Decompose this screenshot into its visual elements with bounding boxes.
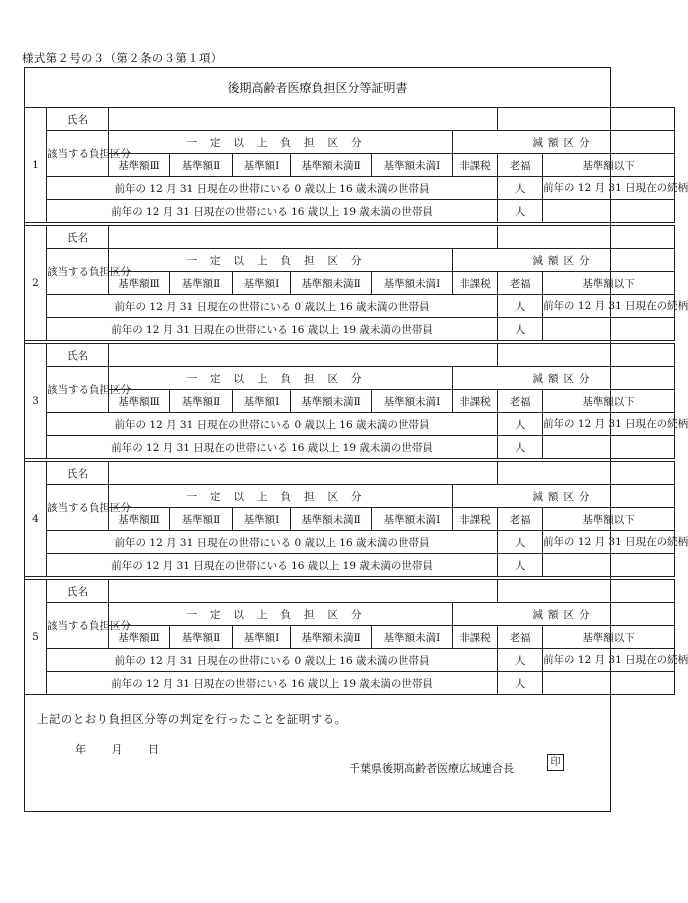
date-month: 月 (111, 743, 123, 756)
option-hikazei[interactable]: 非課税 (453, 272, 498, 295)
option-kijun-under-2[interactable]: 基準額未満Ⅱ (291, 626, 372, 649)
dependents-0-16-unit[interactable]: 人 (498, 649, 543, 672)
name-field[interactable] (109, 344, 498, 367)
dependents-0-16-unit[interactable]: 人 (498, 295, 543, 318)
option-kijun-3[interactable]: 基準額Ⅲ (109, 154, 170, 177)
dependents-16-19-unit[interactable]: 人 (498, 200, 543, 223)
option-kijun-1[interactable]: 基準額Ⅰ (233, 390, 291, 413)
option-kijun-under-2[interactable]: 基準額未満Ⅱ (291, 272, 372, 295)
option-kijun-2[interactable]: 基準額Ⅱ (170, 626, 233, 649)
general-category-header: 一定以上負担区分 (109, 131, 453, 154)
relationship-field[interactable] (543, 554, 675, 577)
date-year: 年 (75, 743, 86, 756)
relationship-label: 前年の 12 月 31 日現在の続柄 (543, 649, 675, 672)
option-roufuku[interactable]: 老福 (498, 626, 543, 649)
seal-mark: 印 (547, 754, 564, 771)
option-kijun-below[interactable]: 基準額以下 (543, 626, 675, 649)
category-label: 該当する負担区分 (47, 367, 109, 413)
option-kijun-3[interactable]: 基準額Ⅲ (109, 508, 170, 531)
option-kijun-under-1[interactable]: 基準額未満Ⅰ (372, 154, 453, 177)
page-title: 後期高齢者医療負担区分等証明書 (227, 81, 408, 95)
dependents-16-19-label: 前年の 12 月 31 日現在の世帯にいる 16 歳以上 19 歳未満の世帯員 (47, 436, 498, 459)
option-kijun-under-2[interactable]: 基準額未満Ⅱ (291, 154, 372, 177)
option-kijun-1[interactable]: 基準額Ⅰ (233, 626, 291, 649)
form-caption: 様式第２号の３（第２条の３第１項） (22, 51, 223, 65)
option-kijun-under-1[interactable]: 基準額未満Ⅰ (372, 508, 453, 531)
option-kijun-3[interactable]: 基準額Ⅲ (109, 390, 170, 413)
block-number: 1 (25, 108, 47, 223)
person-block-3 (24, 343, 688, 459)
dependents-0-16-label: 前年の 12 月 31 日現在の世帯にいる 0 歳以上 16 歳未満の世帯員 (47, 413, 498, 436)
general-category-header: 一定以上負担区分 (109, 485, 453, 508)
issuer-name: 千葉県後期高齢者医療広域連合長 (349, 762, 514, 775)
dependents-16-19-label: 前年の 12 月 31 日現在の世帯にいる 16 歳以上 19 歳未満の世帯員 (47, 200, 498, 223)
name-label: 氏名 (47, 226, 109, 249)
dependents-16-19-unit[interactable]: 人 (498, 318, 543, 341)
relationship-field[interactable] (543, 436, 675, 459)
name-field[interactable] (109, 108, 498, 131)
relationship-field[interactable] (543, 200, 675, 223)
option-hikazei[interactable]: 非課税 (453, 154, 498, 177)
name-field[interactable] (109, 580, 498, 603)
dependents-0-16-label: 前年の 12 月 31 日現在の世帯にいる 0 歳以上 16 歳未満の世帯員 (47, 177, 498, 200)
option-kijun-1[interactable]: 基準額Ⅰ (233, 272, 291, 295)
reduced-category-header: 減額区分 (453, 603, 675, 626)
reduced-category-header: 減額区分 (453, 367, 675, 390)
block-number: 3 (25, 344, 47, 459)
dependents-0-16-label: 前年の 12 月 31 日現在の世帯にいる 0 歳以上 16 歳未満の世帯員 (47, 649, 498, 672)
dependents-16-19-label: 前年の 12 月 31 日現在の世帯にいる 16 歳以上 19 歳未満の世帯員 (47, 554, 498, 577)
option-kijun-2[interactable]: 基準額Ⅱ (170, 390, 233, 413)
relationship-label: 前年の 12 月 31 日現在の続柄 (543, 177, 675, 200)
relationship-label: 前年の 12 月 31 日現在の続柄 (543, 413, 675, 436)
option-hikazei[interactable]: 非課税 (453, 626, 498, 649)
option-kijun-under-1[interactable]: 基準額未満Ⅰ (372, 272, 453, 295)
reduced-category-header: 減額区分 (453, 249, 675, 272)
person-block-2 (24, 225, 688, 341)
option-kijun-3[interactable]: 基準額Ⅲ (109, 626, 170, 649)
dependents-0-16-label: 前年の 12 月 31 日現在の世帯にいる 0 歳以上 16 歳未満の世帯員 (47, 295, 498, 318)
relationship-field[interactable] (543, 672, 675, 695)
option-roufuku[interactable]: 老福 (498, 390, 543, 413)
name-field[interactable] (109, 462, 498, 485)
relationship-field[interactable] (543, 318, 675, 341)
dependents-16-19-unit[interactable]: 人 (498, 554, 543, 577)
relationship-label: 前年の 12 月 31 日現在の続柄 (543, 295, 675, 318)
option-hikazei[interactable]: 非課税 (453, 390, 498, 413)
person-block-5 (24, 579, 688, 695)
date-day: 日 (148, 743, 159, 756)
relationship-label: 前年の 12 月 31 日現在の続柄 (543, 531, 675, 554)
option-kijun-1[interactable]: 基準額Ⅰ (233, 154, 291, 177)
option-roufuku[interactable]: 老福 (498, 154, 543, 177)
general-category-header: 一定以上負担区分 (109, 603, 453, 626)
name-field[interactable] (109, 226, 498, 249)
dependents-16-19-unit[interactable]: 人 (498, 436, 543, 459)
dependents-16-19-unit[interactable]: 人 (498, 672, 543, 695)
dependents-0-16-unit[interactable]: 人 (498, 413, 543, 436)
name-label: 氏名 (47, 580, 109, 603)
name-field-extra[interactable] (498, 344, 675, 367)
option-roufuku[interactable]: 老福 (498, 508, 543, 531)
option-kijun-below[interactable]: 基準額以下 (543, 508, 675, 531)
general-category-header: 一定以上負担区分 (109, 367, 453, 390)
category-label: 該当する負担区分 (47, 485, 109, 531)
dependents-16-19-label: 前年の 12 月 31 日現在の世帯にいる 16 歳以上 19 歳未満の世帯員 (47, 672, 498, 695)
name-label: 氏名 (47, 344, 109, 367)
option-kijun-below[interactable]: 基準額以下 (543, 272, 675, 295)
reduced-category-header: 減額区分 (453, 131, 675, 154)
name-label: 氏名 (47, 462, 109, 485)
dependents-0-16-unit[interactable]: 人 (498, 531, 543, 554)
block-number: 4 (25, 462, 47, 577)
name-field-extra[interactable] (498, 226, 675, 249)
option-kijun-2[interactable]: 基準額Ⅱ (170, 508, 233, 531)
category-label: 該当する負担区分 (47, 131, 109, 177)
option-kijun-under-1[interactable]: 基準額未満Ⅰ (372, 390, 453, 413)
certification-text: 上記のとおり負担区分等の判定を行ったことを証明する。 (37, 712, 347, 726)
option-hikazei[interactable]: 非課税 (453, 508, 498, 531)
dependents-0-16-label: 前年の 12 月 31 日現在の世帯にいる 0 歳以上 16 歳未満の世帯員 (47, 531, 498, 554)
dependents-0-16-unit[interactable]: 人 (498, 177, 543, 200)
option-kijun-under-1[interactable]: 基準額未満Ⅰ (372, 626, 453, 649)
dependents-16-19-label: 前年の 12 月 31 日現在の世帯にいる 16 歳以上 19 歳未満の世帯員 (47, 318, 498, 341)
option-kijun-below[interactable]: 基準額以下 (543, 154, 675, 177)
option-kijun-under-2[interactable]: 基準額未満Ⅱ (291, 508, 372, 531)
category-label: 該当する負担区分 (47, 249, 109, 295)
block-number: 2 (25, 226, 47, 341)
general-category-header: 一定以上負担区分 (109, 249, 453, 272)
name-field-extra[interactable] (498, 462, 675, 485)
reduced-category-header: 減額区分 (453, 485, 675, 508)
block-number: 5 (25, 580, 47, 695)
name-label: 氏名 (47, 108, 109, 131)
person-block-1 (24, 107, 688, 223)
option-kijun-3[interactable]: 基準額Ⅲ (109, 272, 170, 295)
name-field-extra[interactable] (498, 580, 675, 603)
person-block-4 (24, 461, 688, 577)
category-label: 該当する負担区分 (47, 603, 109, 649)
option-kijun-below[interactable]: 基準額以下 (543, 390, 675, 413)
certificate-frame (24, 67, 688, 812)
option-kijun-2[interactable]: 基準額Ⅱ (170, 154, 233, 177)
option-kijun-1[interactable]: 基準額Ⅰ (233, 508, 291, 531)
option-roufuku[interactable]: 老福 (498, 272, 543, 295)
name-field-extra[interactable] (498, 108, 675, 131)
option-kijun-2[interactable]: 基準額Ⅱ (170, 272, 233, 295)
date-line (75, 741, 181, 757)
option-kijun-under-2[interactable]: 基準額未満Ⅱ (291, 390, 372, 413)
